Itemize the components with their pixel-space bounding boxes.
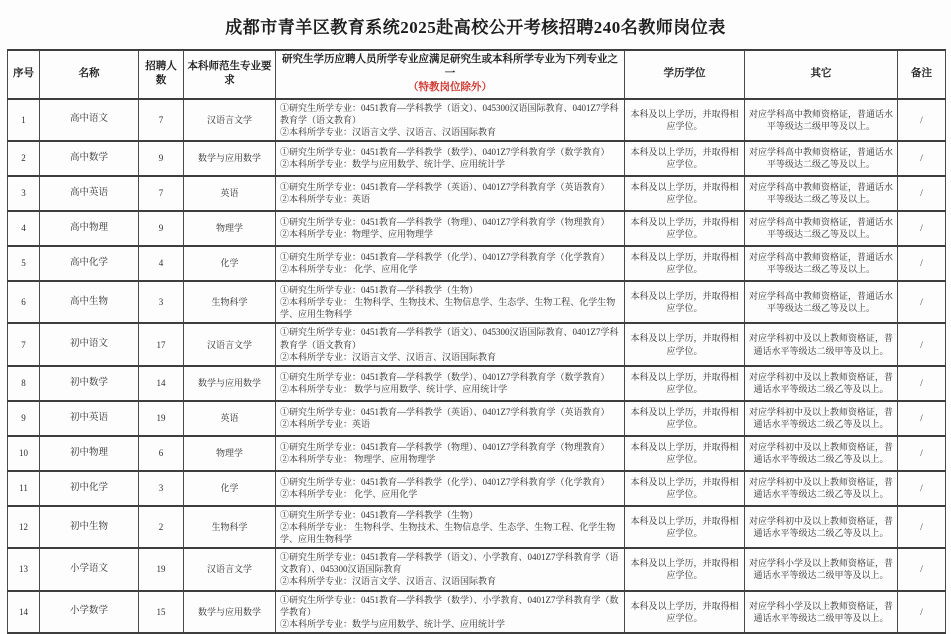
cell-undergrad-major: 物理学 [184, 436, 276, 471]
cell-remark: / [898, 591, 946, 633]
cell-undergrad-major: 汉语言文学 [184, 323, 276, 365]
cell-recruit-count: 7 [139, 176, 184, 211]
grad-major-line: ①研究生所学专业：0451教育—学科教学（物理）、0401Z7学科教育学（物理教育） [280, 217, 610, 228]
cell-undergrad-major: 数学与应用数学 [184, 591, 276, 633]
grad-major-line: ①研究生所学专业：0451教育—学科教学（物理）、0401Z7学科教育学（物理教育） [280, 442, 610, 453]
header-row [8, 50, 946, 99]
cell-degree-requirement: 本科及以上学历，并取得相应学位。 [625, 548, 745, 590]
header-count: 招聘人数 [139, 50, 184, 99]
table-row [8, 591, 946, 633]
cell-position-name: 初中数学 [40, 366, 139, 401]
cell-remark: / [898, 436, 946, 471]
header-note: 备注 [898, 50, 946, 99]
grad-major-line: ①研究生所学专业：0451教育—学科教学（化学）、0401Z7学科教育学（化学教育） [280, 252, 610, 263]
cell-serial-number: 6 [8, 281, 40, 323]
cell-other-requirement: 对应学科高中教师资格证，普通话水平等级达二级乙等及以上。 [745, 176, 898, 211]
cell-other-requirement: 对应学科初中及以上教师资格证，普通话水平等级达二级甲等及以上。 [745, 323, 898, 365]
undergrad-major-line: ②本科所学专业：汉语言文学、汉语言、汉语国际教育 [280, 351, 497, 362]
cell-recruit-count: 6 [139, 436, 184, 471]
cell-serial-number: 12 [8, 506, 40, 548]
cell-remark: / [898, 366, 946, 401]
cell-major-requirements [276, 591, 625, 633]
cell-position-name: 高中生物 [40, 281, 139, 323]
table-row [8, 176, 946, 211]
cell-position-name: 初中生物 [40, 506, 139, 548]
table-row [8, 471, 946, 506]
table-row [8, 548, 946, 590]
table-row [8, 211, 946, 246]
cell-degree-requirement: 本科及以上学历，并取得相应学位。 [625, 211, 745, 246]
table-row [8, 401, 946, 436]
grad-major-line: ①研究生所学专业：0451教育—学科教学（语文）、045300汉语国际教育、0401Z7学科教育学（语文教育） [280, 327, 619, 350]
cell-position-name: 高中语文 [40, 99, 139, 141]
cell-other-requirement: 对应学科高中教师资格证，普通话水平等级达二级乙等及以上。 [745, 211, 898, 246]
cell-major-requirements [276, 436, 625, 471]
cell-serial-number: 10 [8, 436, 40, 471]
table-row [8, 246, 946, 281]
grad-major-line: ①研究生所学专业：0451教育—学科教学（英语）、0401Z7学科教育学（英语教育） [280, 182, 610, 193]
page-title: 成都市青羊区教育系统2025赴高校公开考核招聘240名教师岗位表 [225, 18, 726, 37]
cell-degree-requirement: 本科及以上学历，并取得相应学位。 [625, 506, 745, 548]
header-name: 名称 [40, 50, 139, 99]
cell-remark: / [898, 99, 946, 141]
cell-position-name: 初中化学 [40, 471, 139, 506]
table-row [8, 141, 946, 176]
table-row [8, 281, 946, 323]
cell-serial-number: 4 [8, 211, 40, 246]
cell-undergrad-major: 英语 [184, 176, 276, 211]
cell-serial-number: 13 [8, 548, 40, 590]
job-positions-table [7, 49, 946, 634]
undergrad-major-line: ②本科所学专业：数学与应用数学、统计学、应用统计学 [280, 618, 506, 629]
cell-degree-requirement: 本科及以上学历，并取得相应学位。 [625, 436, 745, 471]
cell-recruit-count: 7 [139, 99, 184, 141]
header-special-ed-exception-note: （特教岗位除外） [408, 82, 492, 94]
cell-remark: / [898, 471, 946, 506]
cell-position-name: 小学语文 [40, 548, 139, 590]
undergrad-major-line: ②本科所学专业： 数学与应用数学、统计学、应用统计学 [280, 384, 508, 395]
cell-major-requirements [276, 99, 625, 141]
cell-other-requirement: 对应学科初中及以上教师资格证，普通话水平等级达二级乙等及以上。 [745, 506, 898, 548]
grad-major-line: ①研究生所学专业：0451教育—学科教学（生物） [280, 509, 479, 520]
cell-remark: / [898, 246, 946, 281]
cell-serial-number: 2 [8, 141, 40, 176]
cell-major-requirements [276, 366, 625, 401]
cell-position-name: 高中英语 [40, 176, 139, 211]
cell-position-name: 高中数学 [40, 141, 139, 176]
cell-degree-requirement: 本科及以上学历，并取得相应学位。 [625, 366, 745, 401]
cell-recruit-count: 19 [139, 401, 184, 436]
cell-position-name: 高中物理 [40, 211, 139, 246]
cell-remark: / [898, 141, 946, 176]
cell-major-requirements [276, 506, 625, 548]
undergrad-major-line: ②本科所学专业：汉语言文学、汉语言、汉语国际教育 [280, 126, 497, 137]
cell-remark: / [898, 323, 946, 365]
cell-undergrad-major: 数学与应用数学 [184, 366, 276, 401]
cell-position-name: 高中化学 [40, 246, 139, 281]
cell-major-requirements [276, 323, 625, 365]
cell-degree-requirement: 本科及以上学历，并取得相应学位。 [625, 141, 745, 176]
header-other: 其它 [745, 50, 898, 99]
cell-undergrad-major: 汉语言文学 [184, 548, 276, 590]
undergrad-major-line: ②本科所学专业： 化学、应用化学 [280, 264, 418, 275]
table-row [8, 506, 946, 548]
undergrad-major-line: ②本科所学专业： 生物科学、生物技术、生物信息学、生态学、生物工程、化学生物学、应用生物科学 [280, 297, 616, 320]
cell-undergrad-major: 生物科学 [184, 506, 276, 548]
cell-other-requirement: 对应学科高中教师资格证，普通话水平等级达二级甲等及以上。 [745, 99, 898, 141]
header-degree: 学历学位 [625, 50, 745, 99]
cell-remark: / [898, 176, 946, 211]
table-row [8, 436, 946, 471]
table-row [8, 323, 946, 365]
undergrad-major-line: ②本科所学专业： 生物科学、生物技术、生物信息学、生态学、生物工程、化学生物学、应用生物科学 [280, 521, 616, 545]
grad-major-line: ①研究生所学专业：0451教育—学科教学（数学）、小学教育、0401Z7学科教育学（数学教育） [280, 594, 619, 617]
cell-major-requirements [276, 281, 625, 323]
header-undergrad-major: 本科师范生专业要求 [184, 50, 276, 99]
cell-undergrad-major: 化学 [184, 471, 276, 506]
cell-recruit-count: 3 [139, 471, 184, 506]
cell-major-requirements [276, 141, 625, 176]
cell-major-requirements [276, 246, 625, 281]
cell-recruit-count: 17 [139, 323, 184, 365]
cell-serial-number: 1 [8, 99, 40, 141]
cell-degree-requirement: 本科及以上学历，并取得相应学位。 [625, 401, 745, 436]
cell-undergrad-major: 化学 [184, 246, 276, 281]
cell-remark: / [898, 211, 946, 246]
undergrad-major-line: ②本科所学专业：数学与应用数学、统计学、应用统计学 [280, 159, 506, 170]
cell-degree-requirement: 本科及以上学历，并取得相应学位。 [625, 471, 745, 506]
cell-other-requirement: 对应学科初中及以上教师资格证，普通话水平等级达二级乙等及以上。 [745, 436, 898, 471]
cell-major-requirements [276, 401, 625, 436]
cell-serial-number: 5 [8, 246, 40, 281]
cell-undergrad-major: 汉语言文学 [184, 99, 276, 141]
cell-other-requirement: 对应学科初中及以上教师资格证，普通话水平等级达二级乙等及以上。 [745, 471, 898, 506]
cell-recruit-count: 9 [139, 211, 184, 246]
cell-major-requirements [276, 176, 625, 211]
cell-undergrad-major: 物理学 [184, 211, 276, 246]
cell-other-requirement: 对应学科初中及以上教师资格证，普通话水平等级达二级乙等及以上。 [745, 401, 898, 436]
cell-degree-requirement: 本科及以上学历，并取得相应学位。 [625, 323, 745, 365]
grad-major-line: ①研究生所学专业：0451教育—学科教学（语文）、小学教育、0401Z7学科教育学（语文教育）、045300汉语国际教育 [280, 552, 619, 575]
cell-serial-number: 9 [8, 401, 40, 436]
cell-other-requirement: 对应学科小学及以上教师资格证，普通话水平等级达二级甲等及以上。 [745, 548, 898, 590]
cell-recruit-count: 15 [139, 591, 184, 633]
cell-position-name: 初中英语 [40, 401, 139, 436]
undergrad-major-line: ②本科所学专业：汉语言文学、汉语言、汉语国际教育 [280, 576, 497, 587]
grad-major-line: ①研究生所学专业：0451教育—学科教学（数学）、0401Z7学科教育学（数学教育） [280, 372, 610, 383]
cell-serial-number: 14 [8, 591, 40, 633]
cell-other-requirement: 对应学科高中教师资格证，普通话水平等级达二级乙等及以上。 [745, 246, 898, 281]
cell-major-requirements [276, 211, 625, 246]
cell-serial-number: 8 [8, 366, 40, 401]
cell-undergrad-major: 生物科学 [184, 281, 276, 323]
cell-degree-requirement: 本科及以上学历，并取得相应学位。 [625, 281, 745, 323]
table-row [8, 366, 946, 401]
cell-undergrad-major: 数学与应用数学 [184, 141, 276, 176]
undergrad-major-line: ②本科所学专业： 化学、应用化学 [280, 489, 418, 500]
cell-recruit-count: 14 [139, 366, 184, 401]
grad-major-line: ①研究生所学专业：0451教育—学科教学（英语）、0401Z7学科教育学（英语教育） [280, 407, 610, 418]
grad-major-line: ①研究生所学专业：0451教育—学科教学（化学）、0401Z7学科教育学（化学教育） [280, 477, 610, 488]
header-major-requirements [276, 50, 625, 99]
cell-position-name: 小学数学 [40, 591, 139, 633]
cell-recruit-count: 2 [139, 506, 184, 548]
grad-major-line: ①研究生所学专业：0451教育—学科教学（数学）、0401Z7学科教育学（数学教育） [280, 147, 610, 158]
cell-degree-requirement: 本科及以上学历，并取得相应学位。 [625, 99, 745, 141]
table-row [8, 99, 946, 141]
cell-position-name: 初中语文 [40, 323, 139, 365]
cell-degree-requirement: 本科及以上学历，并取得相应学位。 [625, 176, 745, 211]
header-major-requirements-main: 研究生学历应聘人员所学专业应满足研究生或本科所学专业为下列专业之一 [282, 54, 618, 80]
cell-major-requirements [276, 471, 625, 506]
cell-degree-requirement: 本科及以上学历，并取得相应学位。 [625, 591, 745, 633]
cell-other-requirement: 对应学科高中教师资格证，普通话水平等级达二级乙等及以上。 [745, 141, 898, 176]
grad-major-line: ①研究生所学专业：0451教育—学科教学（生物） [280, 284, 479, 295]
cell-position-name: 初中物理 [40, 436, 139, 471]
cell-remark: / [898, 281, 946, 323]
cell-other-requirement: 对应学科初中及以上教师资格证，普通话水平等级达二级乙等及以上。 [745, 366, 898, 401]
header-no: 序号 [8, 50, 40, 99]
undergrad-major-line: ②本科所学专业：英语 [280, 419, 371, 430]
undergrad-major-line: ②本科所学专业： 物理学、应用物理学 [280, 454, 436, 465]
cell-serial-number: 3 [8, 176, 40, 211]
cell-remark: / [898, 506, 946, 548]
undergrad-major-line: ②本科所学专业：物理学、应用物理学 [280, 229, 434, 240]
cell-remark: / [898, 401, 946, 436]
cell-other-requirement: 对应学科小学及以上教师资格证，普通话水平等级达二级甲等及以上。 [745, 591, 898, 633]
cell-degree-requirement: 本科及以上学历，并取得相应学位。 [625, 246, 745, 281]
cell-undergrad-major: 英语 [184, 401, 276, 436]
cell-serial-number: 11 [8, 471, 40, 506]
cell-major-requirements [276, 548, 625, 590]
cell-other-requirement: 对应学科高中教师资格证，普通话水平等级达二级乙等及以上。 [745, 281, 898, 323]
cell-recruit-count: 19 [139, 548, 184, 590]
grad-major-line: ①研究生所学专业：0451教育—学科教学（语文）、045300汉语国际教育、0401Z7学科教育学（语文教育） [280, 102, 619, 125]
cell-recruit-count: 9 [139, 141, 184, 176]
cell-serial-number: 7 [8, 323, 40, 365]
undergrad-major-line: ②本科所学专业：英语 [280, 194, 371, 205]
cell-recruit-count: 4 [139, 246, 184, 281]
cell-remark: / [898, 548, 946, 590]
cell-recruit-count: 3 [139, 281, 184, 323]
